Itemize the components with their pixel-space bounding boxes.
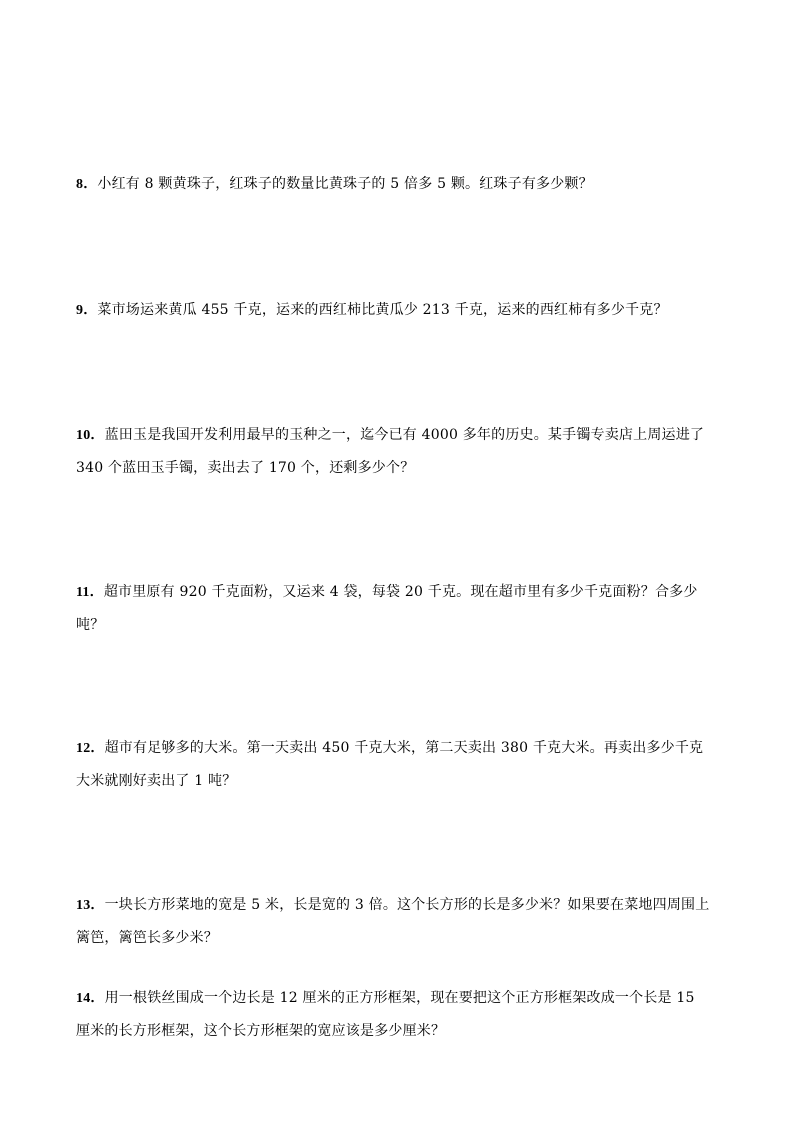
problem-8 (76, 168, 712, 201)
problem-11 (76, 576, 712, 642)
problem-number: 14． (76, 991, 105, 1006)
problem-text: 一块长方形菜地的宽是 5 米，长是宽的 3 倍。这个长方形的长是多少米？如果要在菜地四周围上篱笆，篱笆长多少米？ (76, 897, 710, 946)
problem-text: 小红有 8 颗黄珠子，红珠子的数量比黄珠子的 5 倍多 5 颗。红珠子有多少颗？ (97, 176, 593, 192)
problem-9 (76, 294, 712, 327)
problem-text: 用一根铁丝围成一个边长是 12 厘米的正方形框架，现在要把这个正方形框架改成一个长是 15 厘米的长方形框架，这个长方形框架的宽应该是多少厘米？ (76, 990, 695, 1039)
problem-number: 10． (76, 428, 105, 443)
problem-number: 8． (76, 177, 98, 192)
problem-number: 13． (76, 898, 105, 913)
problem-text: 蓝田玉是我国开发利用最早的玉种之一，迄今已有 4000 多年的历史。某手镯专卖店上周运进了 340 个蓝田玉手镯，卖出去了 170 个，还剩多少个？ (76, 427, 705, 476)
problem-14 (76, 982, 712, 1048)
problem-text: 超市有足够多的大米。第一天卖出 450 千克大米，第二天卖出 380 千克大米。再卖出多少千克大米就刚好卖出了 1 吨？ (76, 740, 704, 789)
problem-number: 11． (76, 585, 104, 600)
problem-12 (76, 732, 712, 798)
problem-text: 菜市场运来黄瓜 455 千克，运来的西红柿比黄瓜少 213 千克，运来的西红柿有多少千克？ (97, 302, 668, 318)
problem-13 (76, 889, 712, 955)
problem-number: 9． (76, 303, 98, 318)
problem-10 (76, 419, 712, 485)
problem-number: 12． (76, 741, 105, 756)
problem-text: 超市里原有 920 千克面粉，又运来 4 袋，每袋 20 千克。现在超市里有多少千克面粉？合多少吨？ (76, 584, 698, 633)
